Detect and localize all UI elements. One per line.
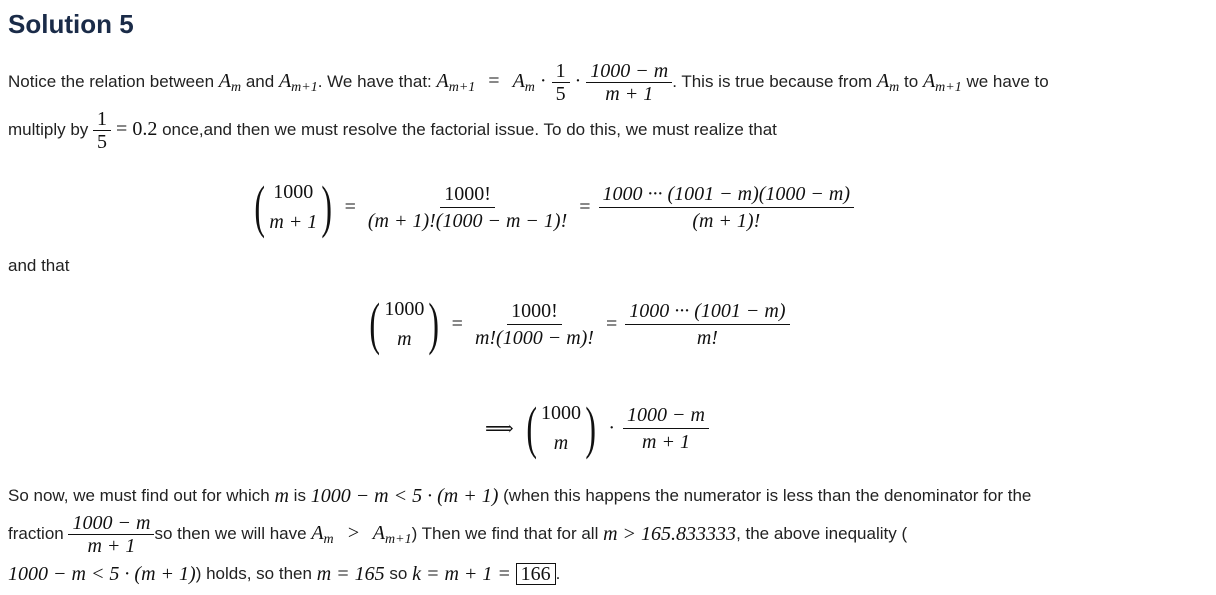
equation-binomial-m-plus-1: ( 1000 m + 1 ) = $\frac{1000!}{(m + 1)!(1000 - m - 1)!}$ = $\frac{1000 \cdot\cdot\cdot (1001 - m)(1000 - m)}{(m + 1)!}$ [250, 170, 854, 244]
text: once,and then we must resolve the factorial issue. To do this, we must realize that [162, 120, 777, 139]
text: we have to [966, 72, 1049, 91]
solution-heading: Solution 5 [8, 9, 134, 39]
math-inequality: 1000 − m < 5 · (m + 1) [310, 485, 499, 507]
paragraph-line-4 [8, 508, 907, 560]
equation-implication: ⟹ ( 1000 m ) · $\frac{1000 - m}{m + 1}$ [485, 392, 709, 464]
math-m: m [274, 485, 289, 507]
math-inequality: 1000 − m < 5 · (m + 1) [8, 563, 196, 585]
text: and [245, 72, 275, 91]
math-m-value: m = 165 [316, 563, 385, 585]
text: is [293, 486, 306, 505]
equation-binomial-m: ( 1000 m ) = $\frac{1000!}{m!(1000 - m)!}$ = $\frac{1000 \cdot\cdot\cdot (1001 - m)}{m!}$ [365, 287, 790, 361]
paragraph-line-3 [8, 484, 1031, 508]
paragraph-line-2 [8, 104, 777, 156]
text: . We have that: [317, 72, 432, 91]
math-one-fifth: $\frac{1}{5}$ = 0.2 [93, 108, 157, 153]
math-a-m-plus-1: $A_{m+1}$ [278, 69, 318, 95]
math-fraction: $\frac{1000 - m}{m + 1}$ [68, 512, 154, 557]
math-k-expression: k = m + 1 = [412, 563, 511, 585]
math-condition: m > 165.833333 [603, 523, 737, 545]
text: So now, we must find out for which [8, 486, 270, 505]
math-a-m: $A_m$ [218, 69, 242, 95]
math-a-m-plus-1: $A_{m+1}$ [922, 69, 962, 95]
text: so [389, 564, 408, 583]
paragraph-line-1 [8, 56, 1049, 108]
text: ) holds, so then [195, 564, 312, 583]
text: ) Then we find that for all [411, 524, 599, 543]
text: . This is true because from [672, 72, 873, 91]
text: multiply by [8, 120, 89, 139]
text: so then we will have [154, 524, 307, 543]
text: (when this happens the numerator is less than the denominator for the [503, 486, 1032, 505]
paragraph-line-5 [8, 561, 560, 587]
and-that-text: and that [8, 256, 70, 275]
recurrence-formula: $A_{m+1} = A_m$ · $\frac{1}{5}$ · $\frac{1000 - m}{m + 1}$ [437, 60, 673, 105]
boxed-answer: 166 [516, 563, 556, 585]
math-a-m: $A_m$ [876, 69, 900, 95]
text: Notice the relation between [8, 72, 215, 91]
text: , the above inequality ( [736, 524, 908, 543]
text: to [904, 72, 919, 91]
math-comparison: $A_m > A_{m+1}$ [311, 521, 412, 547]
text: . [555, 564, 561, 583]
text: fraction [8, 524, 64, 543]
